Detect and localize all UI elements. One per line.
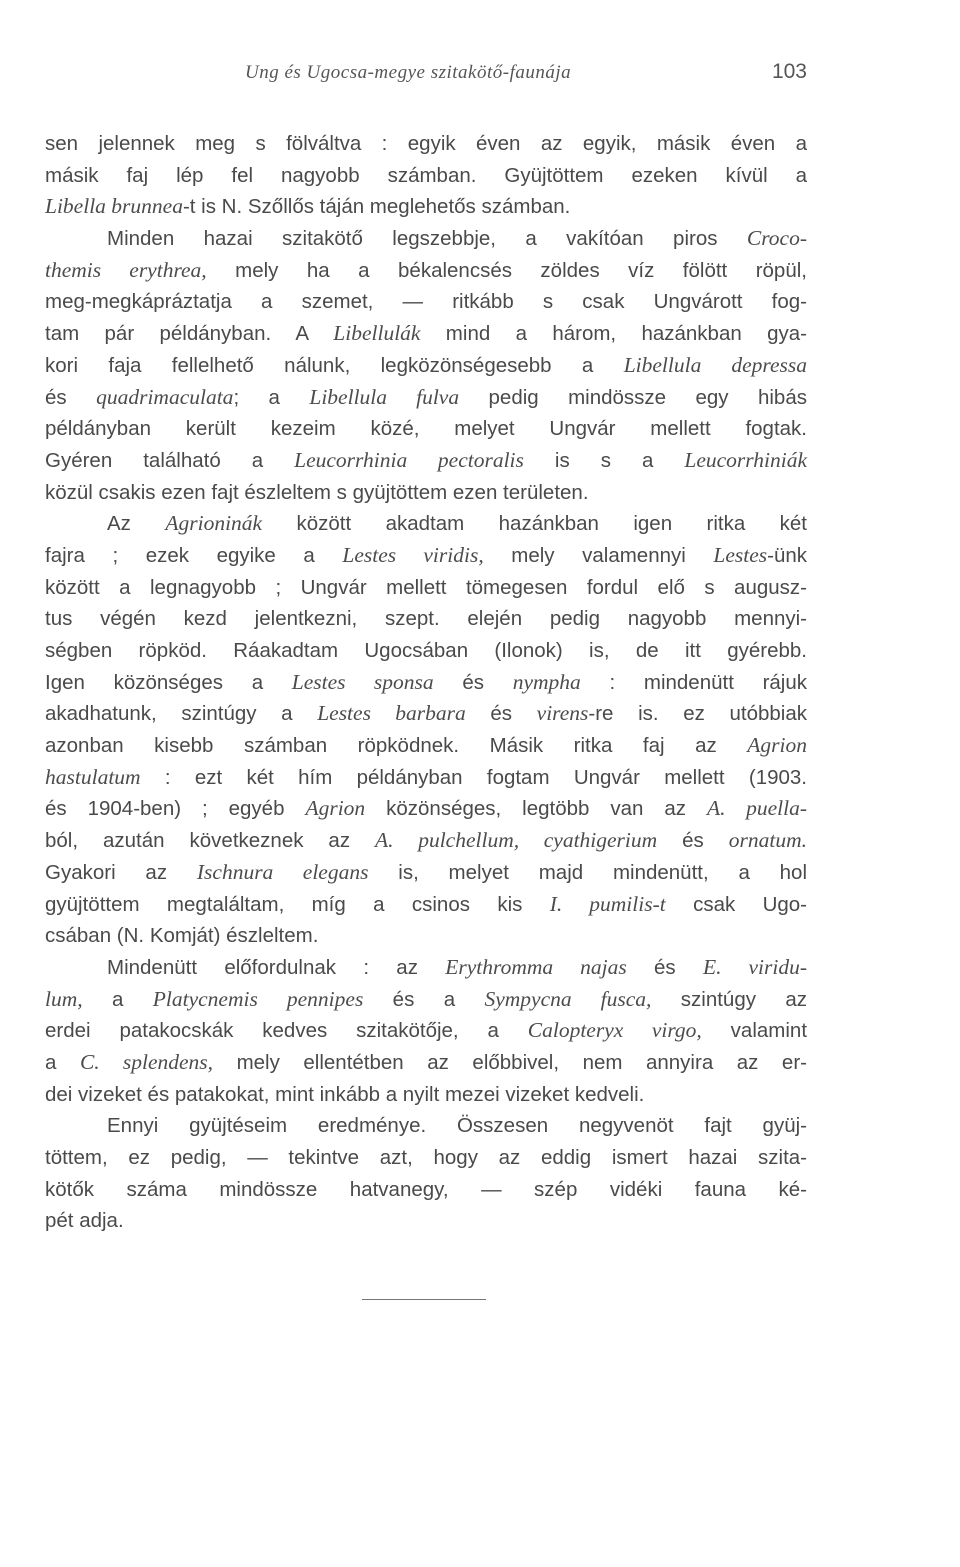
page-number: 103 bbox=[771, 60, 807, 83]
italic-term: Sympycna fusca, bbox=[484, 986, 652, 1011]
text-segment: példányban került kezeim közé, melyet Ungvár mellett fogtak. bbox=[45, 417, 807, 441]
text-line bbox=[45, 413, 807, 445]
italic-term: A. puella- bbox=[706, 796, 807, 821]
italic-term: E. viridu- bbox=[702, 954, 807, 979]
text-segment: között a legnagyobb ; Ungvár mellett tömegesen fordul elő s augusz- bbox=[45, 575, 807, 599]
italic-term: A. pulchellum, cyathigerium bbox=[375, 828, 658, 853]
text-line bbox=[45, 350, 807, 382]
text-segment: ból, azután következnek az bbox=[45, 829, 376, 853]
italic-term: Leucorrhinia pectoralis bbox=[294, 447, 524, 472]
italic-term: Calopteryx virgo, bbox=[527, 1018, 702, 1043]
text-segment: csában (N. Komját) észleltem. bbox=[45, 924, 319, 948]
text-segment: és bbox=[45, 385, 97, 409]
running-title: Ung és Ugocsa-megye szitakötő-faunája bbox=[245, 62, 572, 83]
text-segment: : mindenütt rájuk bbox=[580, 670, 808, 694]
italic-term: Libellulák bbox=[333, 321, 421, 346]
text-segment: és 1904-ben) ; egyéb bbox=[45, 797, 306, 821]
text-line bbox=[45, 255, 807, 287]
italic-term: Lestes barbara bbox=[317, 701, 466, 726]
text-line bbox=[45, 1079, 807, 1111]
text-segment: is, melyet majd mindenütt, a hol bbox=[368, 860, 808, 884]
text-segment: erdei patakocskák kedves szitakötője, a bbox=[45, 1019, 528, 1043]
text-segment: azonban kisebb számban röpködnek. Másik ritka faj az bbox=[45, 734, 748, 758]
italic-term: Agrion bbox=[747, 733, 807, 758]
text-segment: és bbox=[433, 670, 513, 694]
text-line bbox=[45, 762, 807, 794]
text-line bbox=[45, 698, 807, 730]
text-line bbox=[45, 920, 807, 952]
text-line bbox=[45, 667, 807, 699]
text-segment: szintúgy az bbox=[651, 987, 808, 1011]
italic-term: Libella brunnea bbox=[45, 194, 183, 219]
text-line bbox=[45, 889, 807, 921]
text-segment: is s a bbox=[523, 448, 685, 472]
italic-term: Croco- bbox=[746, 226, 807, 251]
text-line bbox=[45, 984, 807, 1016]
closing-rule bbox=[362, 1299, 486, 1300]
text-line bbox=[45, 793, 807, 825]
italic-term: ornatum. bbox=[728, 828, 808, 853]
italic-term: Libellula depressa bbox=[623, 352, 807, 377]
italic-term: themis erythrea, bbox=[45, 257, 207, 282]
running-header bbox=[45, 62, 807, 94]
paragraph-start-line bbox=[45, 1110, 807, 1142]
text-segment: kötők száma mindössze hatvanegy, — szép vidéki fauna ké- bbox=[45, 1177, 807, 1201]
text-line bbox=[45, 160, 807, 192]
text-segment: másik faj lép fel nagyobb számban. Gyüjtöttem ezeken kívül a bbox=[45, 163, 807, 187]
text-segment: valamint bbox=[701, 1019, 808, 1043]
italic-term: Leucorrhiniák bbox=[684, 447, 807, 472]
italic-term: hastulatum bbox=[45, 764, 141, 789]
text-segment: dei vizeket és patakokat, mint inkább a nyilt mezei vizeket kedveli. bbox=[45, 1082, 645, 1106]
italic-term: Libellula fulva bbox=[309, 384, 460, 409]
italic-term: Lestes viridis, bbox=[342, 542, 484, 567]
text-segment: pedig mindössze egy hibás bbox=[459, 385, 807, 409]
italic-term: Lestes bbox=[713, 542, 768, 567]
paragraph-start-line bbox=[45, 223, 807, 255]
text-segment: pét adja. bbox=[45, 1209, 124, 1233]
text-segment: és bbox=[465, 702, 537, 726]
text-segment: mely ha a békalencsés zöldes víz fölött röpül, bbox=[206, 258, 807, 282]
text-segment: Minden hazai szitakötő legszebbje, a vakítóan piros bbox=[107, 227, 747, 251]
text-line bbox=[45, 445, 807, 477]
italic-term: Lestes sponsa bbox=[291, 669, 434, 694]
text-segment: töttem, ez pedig, — tekintve azt, hogy az eddig ismert hazai szita- bbox=[45, 1146, 807, 1169]
text-line bbox=[45, 572, 807, 604]
italic-term: Agrioninák bbox=[165, 511, 263, 536]
text-line bbox=[45, 1015, 807, 1047]
text-line bbox=[45, 128, 807, 160]
text-line bbox=[45, 1205, 807, 1237]
text-line bbox=[45, 1142, 807, 1174]
text-line bbox=[45, 191, 807, 223]
paragraph-start-line bbox=[45, 508, 807, 540]
text-segment: mind a három, hazánkban gya- bbox=[420, 322, 807, 346]
text-segment: -re is. ez utóbbiak bbox=[588, 702, 808, 726]
text-segment: és bbox=[657, 829, 729, 853]
text-line bbox=[45, 477, 807, 509]
text-segment: meg-megkápráztatja a szemet, — ritkább s csak Ungvárott fog- bbox=[45, 290, 807, 314]
text-segment: gyüjtöttem megtaláltam, míg a csinos kis bbox=[45, 892, 550, 916]
italic-term: Ischnura elegans bbox=[196, 859, 369, 884]
text-segment: Gyéren található a bbox=[45, 448, 295, 472]
paragraph-start-line bbox=[45, 952, 807, 984]
italic-term: Agrion bbox=[305, 796, 366, 821]
italic-term: C. splendens, bbox=[79, 1049, 214, 1074]
text-segment: közül csakis ezen fajt észleltem s gyüjtöttem ezen területen. bbox=[45, 480, 589, 504]
text-segment: ségben röpköd. Ráakadtam Ugocsában (Ilonok) is, de itt gyérebb. bbox=[45, 639, 807, 662]
italic-term: quadrimaculata bbox=[96, 384, 234, 409]
text-segment: fajra ; ezek egyike a bbox=[45, 543, 343, 567]
text-line bbox=[45, 318, 807, 350]
text-segment: Az bbox=[107, 512, 166, 536]
text-segment: mely ellentétben az előbbivel, nem annyira az er- bbox=[213, 1050, 807, 1074]
italic-term: nymphа bbox=[512, 669, 581, 694]
text-segment: és bbox=[626, 955, 703, 979]
text-segment: kori faja fellelhető nálunk, legközönségesebb a bbox=[45, 353, 624, 377]
body-text bbox=[45, 128, 807, 1237]
italic-term: lum, bbox=[45, 986, 83, 1011]
text-segment: tam pár példányban. A bbox=[45, 322, 334, 346]
text-line bbox=[45, 1174, 807, 1206]
text-line bbox=[45, 286, 807, 318]
text-line bbox=[45, 540, 807, 572]
text-segment: Ennyi gyüjtéseim eredménye. Összesen negyvenöt fajt gyüj- bbox=[107, 1114, 807, 1138]
text-line bbox=[45, 382, 807, 414]
text-segment: : ezt két hím példányban fogtam Ungvár mellett (1903. bbox=[140, 765, 807, 789]
text-segment: -t is N. Szőllős táján meglehetős számban. bbox=[182, 195, 571, 219]
text-line bbox=[45, 825, 807, 857]
italic-term: Platycnemis pennipes bbox=[152, 986, 364, 1011]
italic-term: Erythromma najas bbox=[445, 954, 627, 979]
italic-term: virens bbox=[536, 701, 589, 726]
text-segment: mely valamennyi bbox=[483, 543, 714, 567]
text-segment: tus végén kezd jelentkezni, szept. elején pedig nagyobb mennyi- bbox=[45, 607, 807, 631]
text-line bbox=[45, 730, 807, 762]
text-segment: csak Ugo- bbox=[665, 892, 808, 916]
text-line bbox=[45, 635, 807, 667]
text-line bbox=[45, 1047, 807, 1079]
text-segment: -ünk bbox=[767, 543, 808, 567]
text-segment: akadhatunk, szintúgy a bbox=[45, 702, 318, 726]
text-segment: között akadtam hazánkban igen ritka két bbox=[262, 512, 807, 536]
text-line bbox=[45, 857, 807, 889]
text-segment: a bbox=[82, 987, 153, 1011]
text-segment: Gyakori az bbox=[45, 860, 197, 884]
text-segment: és a bbox=[363, 987, 485, 1011]
text-segment: ; a bbox=[233, 385, 310, 409]
text-segment: közönséges, legtöbb van az bbox=[365, 797, 707, 821]
text-line bbox=[45, 603, 807, 635]
italic-term: I. pumilis-t bbox=[549, 891, 666, 916]
text-segment: Igen közönséges a bbox=[45, 670, 292, 694]
text-segment: sen jelennek meg s fölváltva : egyik éven az egyik, másik éven a bbox=[45, 132, 807, 155]
text-segment: Mindenütt előfordulnak : az bbox=[107, 955, 446, 979]
text-segment: a bbox=[45, 1050, 80, 1074]
